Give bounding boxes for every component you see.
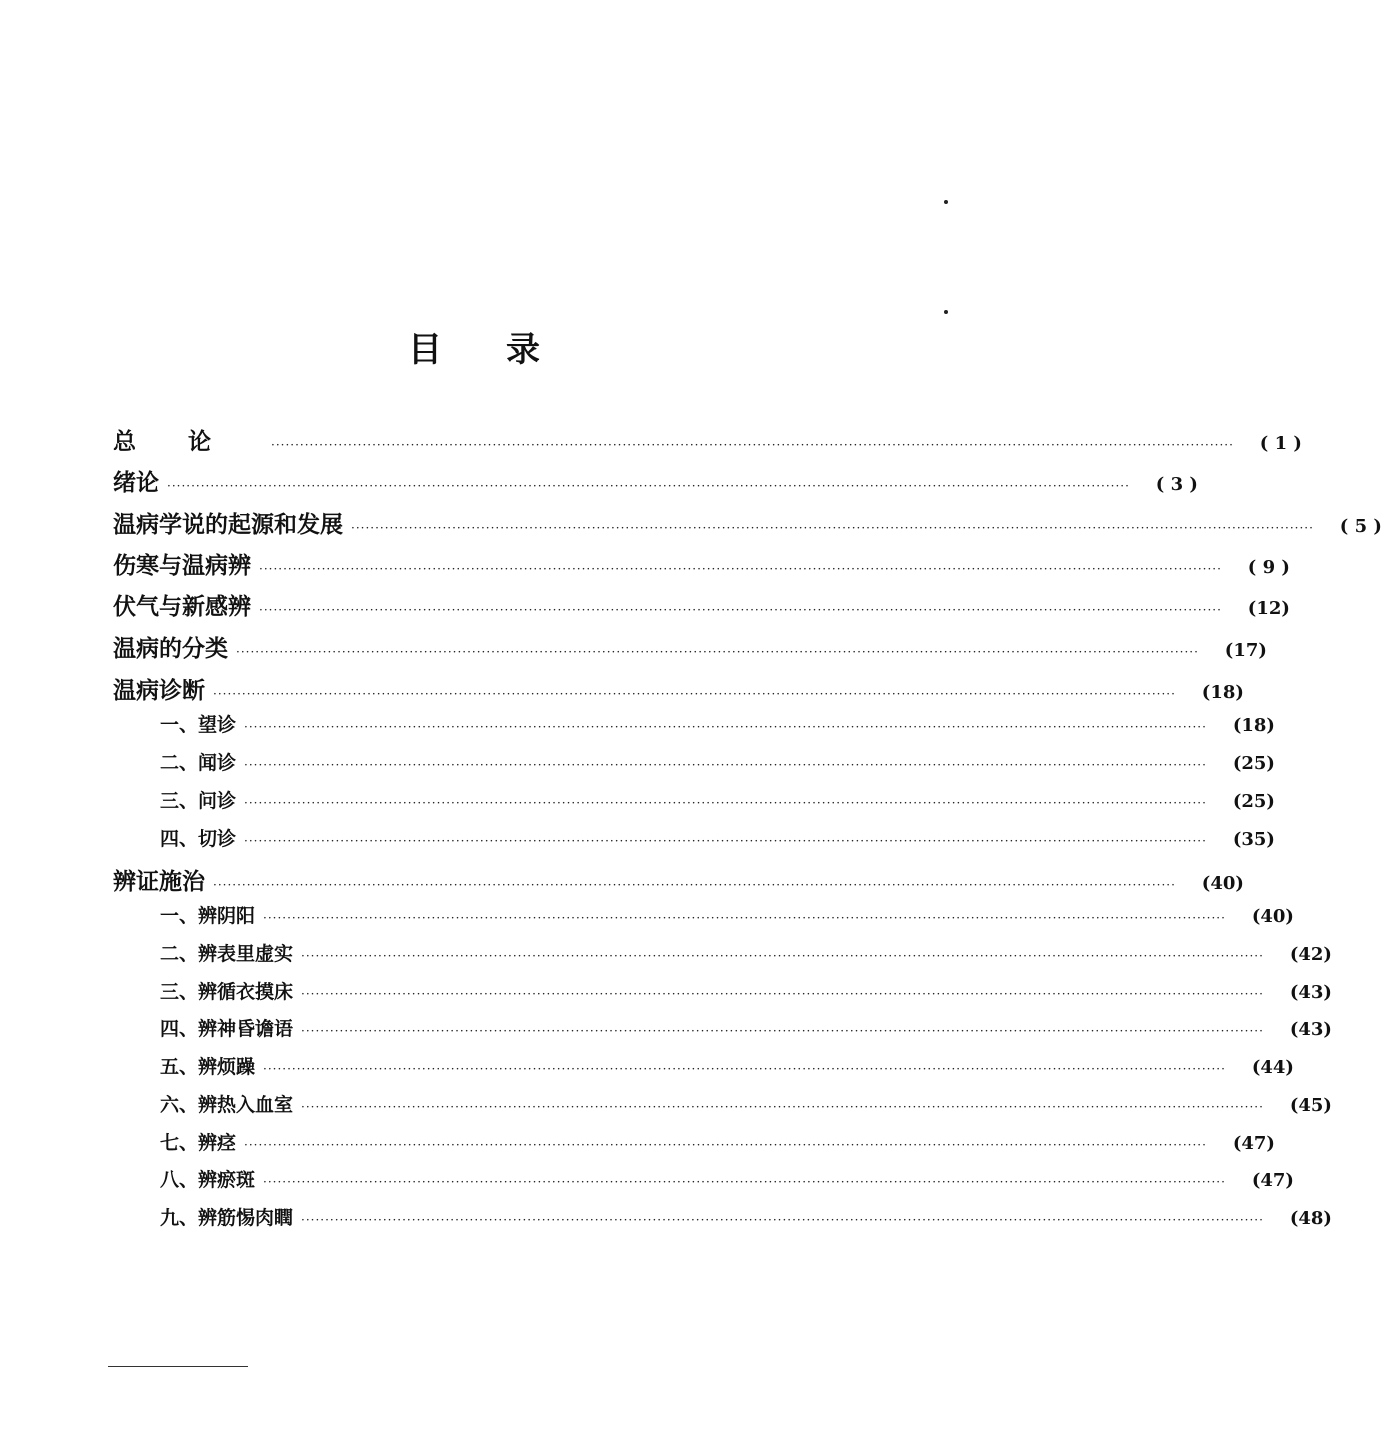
toc-leader-dots: ········································································································································································································ — [271, 438, 1234, 452]
toc-entry-page: (18) — [1232, 715, 1275, 736]
toc-entry-label: 四、辨神昏谵语 — [160, 1018, 294, 1040]
toc-leader-dots: ········································································································································································································ — [244, 796, 1207, 810]
toc-entry-page: (40) — [1251, 906, 1294, 927]
page-title-char-2: 录 — [506, 330, 542, 370]
toc-leader-dots: ········································································································································································································ — [259, 603, 1222, 617]
toc-entry — [113, 506, 1382, 539]
toc-entry-label: 辨证施治 — [113, 868, 205, 895]
toc-entry-label: 温病的分类 — [113, 635, 228, 662]
toc-leader-dots: ········································································································································································································ — [263, 1175, 1226, 1189]
toc-entry-page: (40) — [1201, 873, 1244, 894]
toc-entry-page: (12) — [1247, 598, 1290, 619]
toc-entry-page: ( 5 ) — [1339, 516, 1382, 537]
toc-entry-label: 伏气与新感辨 — [113, 593, 251, 620]
toc-entry — [160, 939, 1332, 966]
toc-leader-dots: ········································································································································································································ — [213, 687, 1176, 701]
toc-entry — [113, 464, 1198, 497]
toc-entry — [160, 786, 1275, 813]
toc-entry-page: (48) — [1289, 1208, 1332, 1229]
toc-leader-dots: ········································································································································································································ — [213, 878, 1176, 892]
toc-entry-label: 绪论 — [113, 469, 159, 496]
toc-leader-dots: ········································································································································································································ — [259, 562, 1222, 576]
page-title-char-1: 目 — [408, 330, 444, 370]
toc-leader-dots: ········································································································································································································ — [301, 949, 1264, 963]
toc-leader-dots: ········································································································································································································ — [244, 834, 1207, 848]
toc-entry-label: 六、辨热入血室 — [160, 1094, 294, 1116]
toc-entry-label: 一、望诊 — [160, 714, 237, 736]
toc-entry-label: 伤寒与温病辨 — [113, 552, 251, 579]
toc-entry — [160, 824, 1275, 851]
toc-leader-dots: ········································································································································································································ — [351, 521, 1314, 535]
toc-leader-dots: ········································································································································································································ — [301, 1100, 1264, 1114]
toc-entry-page: (25) — [1232, 791, 1275, 812]
toc-entry-label: 三、问诊 — [160, 790, 237, 812]
toc-entry — [160, 748, 1275, 775]
toc-entry — [113, 423, 1302, 456]
toc-leader-dots: ········································································································································································································ — [301, 987, 1264, 1001]
toc-leader-dots: ········································································································································································································ — [244, 758, 1207, 772]
toc-entry-label: 二、闻诊 — [160, 752, 237, 774]
toc-entry-page: (35) — [1232, 829, 1275, 850]
toc-entry-label: 四、切诊 — [160, 828, 237, 850]
toc-entry — [160, 1165, 1294, 1192]
toc-entry — [113, 630, 1267, 663]
toc-leader-dots: ········································································································································································································ — [263, 911, 1226, 925]
toc-entry — [160, 1052, 1294, 1079]
toc-entry-label: 温病学说的起源和发展 — [113, 511, 343, 538]
toc-entry — [160, 1090, 1332, 1117]
toc-entry-page: (47) — [1251, 1170, 1294, 1191]
toc-entry — [160, 1203, 1332, 1230]
toc-entry-page: (47) — [1232, 1133, 1275, 1154]
toc-entry — [160, 901, 1294, 928]
toc-leader-dots: ········································································································································································································ — [263, 1062, 1226, 1076]
toc-entry — [160, 1128, 1275, 1155]
toc-entry-label: 温病诊断 — [113, 677, 205, 704]
toc-entry — [113, 547, 1290, 580]
toc-entry-page: ( 9 ) — [1247, 557, 1290, 578]
toc-leader-dots: ········································································································································································································ — [167, 479, 1130, 493]
toc-entry-page: (18) — [1201, 682, 1244, 703]
toc-leader-dots: ········································································································································································································ — [301, 1024, 1264, 1038]
toc-entry — [113, 588, 1290, 621]
toc-entry-label: 七、辨痉 — [160, 1132, 237, 1154]
toc-entry-page: (44) — [1251, 1057, 1294, 1078]
toc-leader-dots: ········································································································································································································ — [244, 720, 1207, 734]
toc-entry-page: (45) — [1289, 1095, 1332, 1116]
toc-entry-page: (17) — [1224, 640, 1267, 661]
toc-leader-dots: ········································································································································································································ — [236, 645, 1199, 659]
toc-entry-page: (43) — [1289, 982, 1332, 1003]
footnote-rule — [108, 1366, 248, 1367]
toc-entry-page: (25) — [1232, 753, 1275, 774]
toc-entry — [113, 863, 1244, 896]
toc-entry-label: 一、辨阴阳 — [160, 905, 256, 927]
toc-entry — [160, 710, 1275, 737]
toc-entry-page: ( 3 ) — [1155, 474, 1198, 495]
toc-entry-label: 五、辨烦躁 — [160, 1056, 256, 1078]
toc-entry-label: 九、辨筋惕肉瞤 — [160, 1207, 294, 1229]
scan-speck — [944, 310, 948, 314]
toc-entry-label: 八、辨瘀斑 — [160, 1169, 256, 1191]
toc-entry-label: 三、辨循衣摸床 — [160, 981, 294, 1003]
toc-leader-dots: ········································································································································································································ — [301, 1213, 1264, 1227]
toc-entry-page: ( 1 ) — [1259, 433, 1302, 454]
toc-entry — [113, 672, 1244, 705]
toc-leader-dots: ········································································································································································································ — [244, 1138, 1207, 1152]
toc-entry-page: (42) — [1289, 944, 1332, 965]
toc-entry — [160, 977, 1332, 1004]
toc-entry-label: 二、辨表里虚实 — [160, 943, 294, 965]
toc-entry-page: (43) — [1289, 1019, 1332, 1040]
toc-entry — [160, 1014, 1332, 1041]
scan-speck — [944, 200, 948, 204]
toc-entry-label: 总论 — [113, 428, 263, 455]
